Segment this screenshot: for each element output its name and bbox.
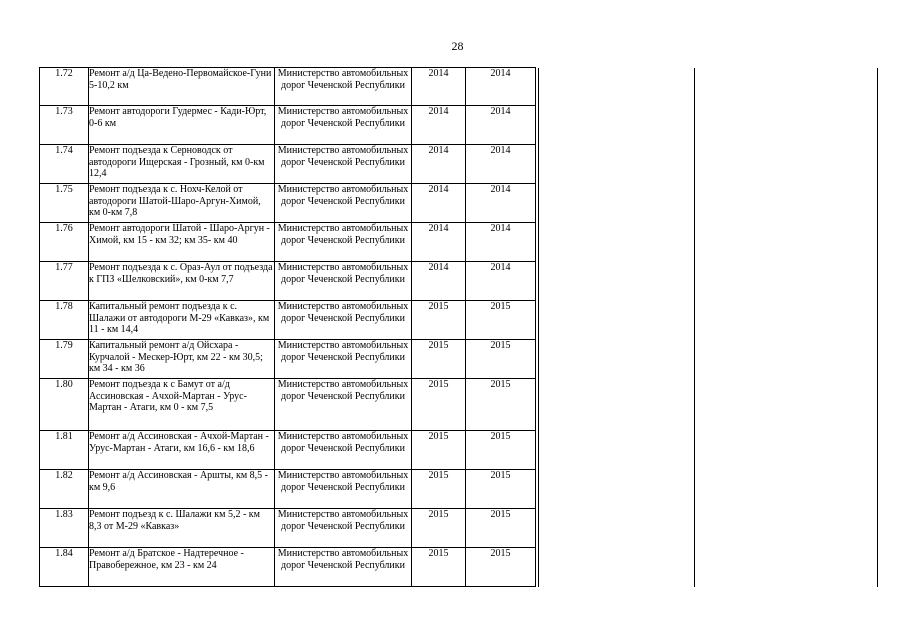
start-year: 2015 bbox=[412, 470, 466, 509]
empty-cell bbox=[539, 470, 695, 509]
empty-cell bbox=[695, 262, 878, 301]
end-year: 2015 bbox=[466, 301, 536, 340]
responsible-org: Министерство автомобильных дорог Чеченской Республики bbox=[275, 184, 412, 223]
empty-cell bbox=[695, 301, 878, 340]
table-row bbox=[40, 184, 878, 223]
row-number: 1.76 bbox=[40, 223, 89, 262]
empty-cell bbox=[695, 548, 878, 587]
empty-cell bbox=[695, 340, 878, 379]
road-name: Ремонт подъезда к Серноводск от автодороги Ищерская - Грозный, км 0-км 12,4 bbox=[89, 145, 275, 184]
start-year: 2015 bbox=[412, 379, 466, 431]
table-row bbox=[40, 301, 878, 340]
empty-cell bbox=[695, 184, 878, 223]
road-name: Капитальный ремонт подъезда к с. Шалажи от автодороги М-29 «Кавказ», км 11 - км 14,4 bbox=[89, 301, 275, 340]
end-year: 2015 bbox=[466, 548, 536, 587]
end-year: 2014 bbox=[466, 184, 536, 223]
row-number: 1.82 bbox=[40, 470, 89, 509]
responsible-org: Министерство автомобильных дорог Чеченской Республики bbox=[275, 223, 412, 262]
start-year: 2014 bbox=[412, 68, 466, 106]
responsible-org: Министерство автомобильных дорог Чеченской Республики bbox=[275, 145, 412, 184]
responsible-org: Министерство автомобильных дорог Чеченской Республики bbox=[275, 470, 412, 509]
table-row bbox=[40, 509, 878, 548]
row-number: 1.84 bbox=[40, 548, 89, 587]
road-name: Ремонт а/д Ассиновская - Ачхой-Мартан - Урус-Мартан - Атаги, км 16,6 - км 18,6 bbox=[89, 431, 275, 470]
start-year: 2015 bbox=[412, 431, 466, 470]
empty-cell bbox=[539, 548, 695, 587]
empty-cell bbox=[539, 106, 695, 145]
row-number: 1.83 bbox=[40, 509, 89, 548]
responsible-org: Министерство автомобильных дорог Чеченской Республики bbox=[275, 340, 412, 379]
table-row bbox=[40, 470, 878, 509]
end-year: 2015 bbox=[466, 379, 536, 431]
empty-cell bbox=[695, 223, 878, 262]
empty-cell bbox=[539, 509, 695, 548]
empty-cell bbox=[695, 68, 878, 106]
empty-cell bbox=[539, 145, 695, 184]
empty-cell bbox=[539, 340, 695, 379]
end-year: 2015 bbox=[466, 509, 536, 548]
start-year: 2014 bbox=[412, 106, 466, 145]
responsible-org: Министерство автомобильных дорог Чеченской Республики bbox=[275, 548, 412, 587]
end-year: 2014 bbox=[466, 106, 536, 145]
responsible-org: Министерство автомобильных дорог Чеченской Республики bbox=[275, 431, 412, 470]
empty-cell bbox=[695, 509, 878, 548]
road-name: Ремонт автодороги Шатой - Шаро-Аргун - Химой, км 15 - км 32; км 35- км 40 bbox=[89, 223, 275, 262]
start-year: 2015 bbox=[412, 301, 466, 340]
row-number: 1.75 bbox=[40, 184, 89, 223]
row-number: 1.73 bbox=[40, 106, 89, 145]
empty-cell bbox=[695, 106, 878, 145]
row-number: 1.79 bbox=[40, 340, 89, 379]
responsible-org: Министерство автомобильных дорог Чеченской Республики bbox=[275, 509, 412, 548]
row-number: 1.72 bbox=[40, 68, 89, 106]
row-number: 1.81 bbox=[40, 431, 89, 470]
empty-cell bbox=[695, 431, 878, 470]
empty-cell bbox=[695, 145, 878, 184]
empty-cell bbox=[539, 262, 695, 301]
empty-cell bbox=[539, 431, 695, 470]
table-row bbox=[40, 68, 878, 106]
road-name: Ремонт а/д Братское - Надтеречное - Правобережное, км 23 - км 24 bbox=[89, 548, 275, 587]
start-year: 2015 bbox=[412, 548, 466, 587]
start-year: 2014 bbox=[412, 262, 466, 301]
road-repair-table bbox=[39, 67, 878, 587]
end-year: 2014 bbox=[466, 68, 536, 106]
table-row bbox=[40, 145, 878, 184]
end-year: 2014 bbox=[466, 145, 536, 184]
responsible-org: Министерство автомобильных дорог Чеченской Республики bbox=[275, 106, 412, 145]
row-number: 1.80 bbox=[40, 379, 89, 431]
empty-cell bbox=[539, 223, 695, 262]
responsible-org: Министерство автомобильных дорог Чеченской Республики bbox=[275, 68, 412, 106]
table-body bbox=[40, 68, 878, 587]
end-year: 2015 bbox=[466, 431, 536, 470]
empty-cell bbox=[539, 184, 695, 223]
start-year: 2014 bbox=[412, 223, 466, 262]
road-name: Ремонт подъезд к с. Шалажи км 5,2 - км 8,3 от М-29 «Кавказ» bbox=[89, 509, 275, 548]
row-number: 1.74 bbox=[40, 145, 89, 184]
road-name: Ремонт подъезда к с. Нохч-Келой от автодороги Шатой-Шаро-Аргун-Химой, км 0-км 7,8 bbox=[89, 184, 275, 223]
responsible-org: Министерство автомобильных дорог Чеченской Республики bbox=[275, 301, 412, 340]
empty-cell bbox=[539, 301, 695, 340]
empty-cell bbox=[539, 379, 695, 431]
end-year: 2014 bbox=[466, 223, 536, 262]
end-year: 2015 bbox=[466, 340, 536, 379]
road-name: Капитальный ремонт а/д Ойсхара - Курчалой - Мескер-Юрт, км 22 - км 30,5; км 34 - км 36 bbox=[89, 340, 275, 379]
start-year: 2014 bbox=[412, 184, 466, 223]
empty-cell bbox=[695, 379, 878, 431]
table-row bbox=[40, 262, 878, 301]
table-row bbox=[40, 106, 878, 145]
start-year: 2015 bbox=[412, 509, 466, 548]
start-year: 2015 bbox=[412, 340, 466, 379]
table-row bbox=[40, 431, 878, 470]
road-name: Ремонт подъезда к с Бамут от а/д Ассиновская - Ачхой-Мартан - Урус-Мартан - Атаги, км 0 - км 7,5 bbox=[89, 379, 275, 431]
row-number: 1.78 bbox=[40, 301, 89, 340]
responsible-org: Министерство автомобильных дорог Чеченской Республики bbox=[275, 379, 412, 431]
responsible-org: Министерство автомобильных дорог Чеченской Республики bbox=[275, 262, 412, 301]
road-name: Ремонт а/д Ассиновская - Аршты, км 8,5 - км 9,6 bbox=[89, 470, 275, 509]
start-year: 2014 bbox=[412, 145, 466, 184]
page-number: 28 bbox=[451, 39, 464, 53]
row-number: 1.77 bbox=[40, 262, 89, 301]
end-year: 2014 bbox=[466, 262, 536, 301]
road-name: Ремонт а/д Ца-Ведено-Первомайское-Гуни 5-10,2 км bbox=[89, 68, 275, 106]
table-row bbox=[40, 223, 878, 262]
table-row bbox=[40, 379, 878, 431]
empty-cell bbox=[539, 68, 695, 106]
end-year: 2015 bbox=[466, 470, 536, 509]
road-name: Ремонт подъезда к с. Ораз-Аул от подъезда к ГПЗ «Шелковский», км 0-км 7,7 bbox=[89, 262, 275, 301]
road-name: Ремонт автодороги Гудермес - Кади-Юрт, 0-6 км bbox=[89, 106, 275, 145]
table-row bbox=[40, 548, 878, 587]
table-row bbox=[40, 340, 878, 379]
empty-cell bbox=[695, 470, 878, 509]
